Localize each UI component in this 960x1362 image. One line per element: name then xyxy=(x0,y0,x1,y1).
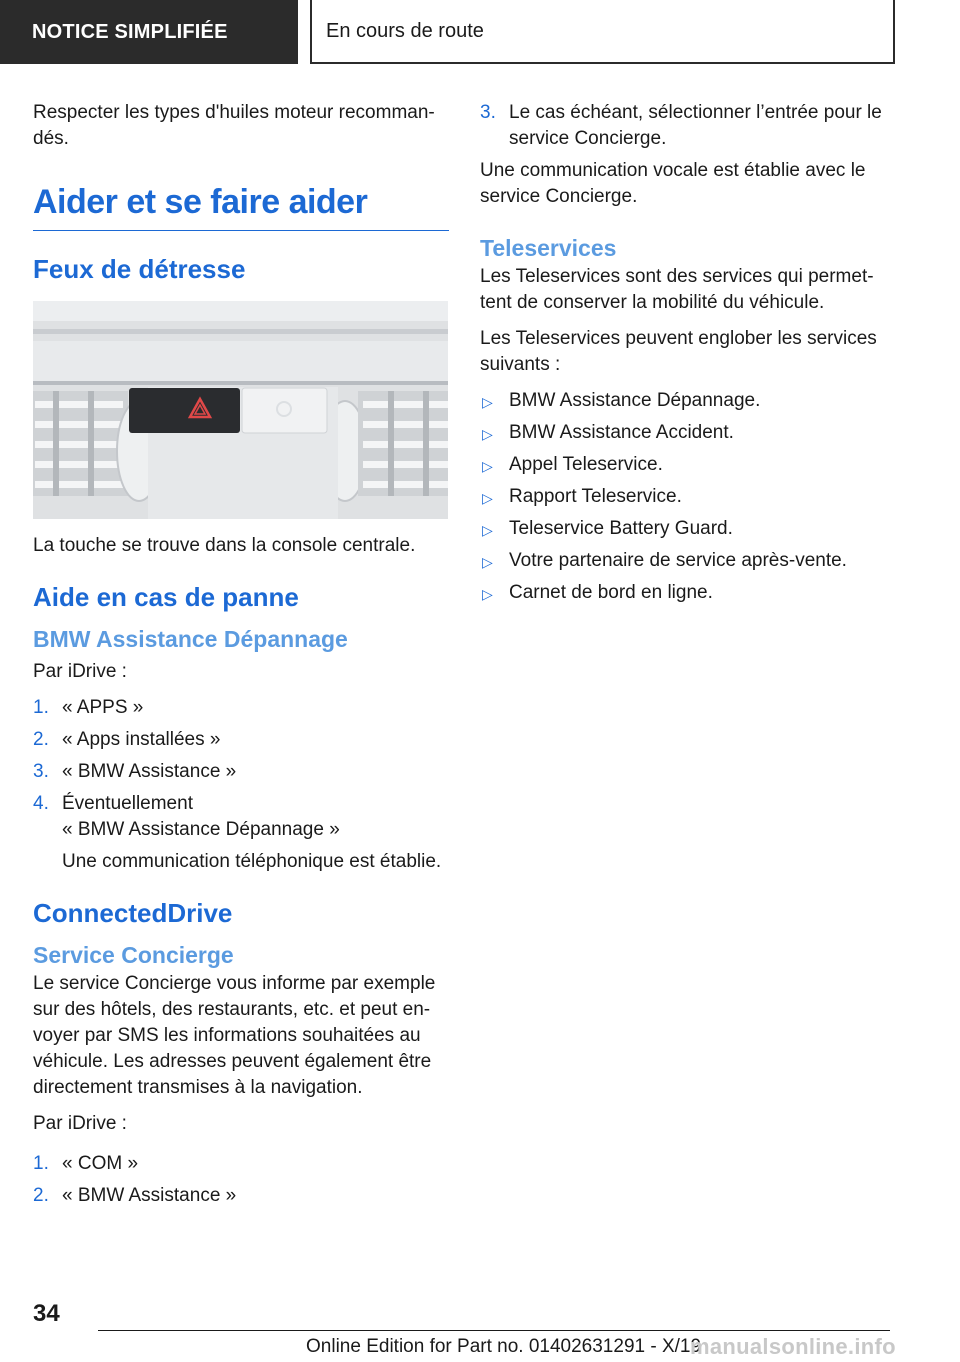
triangle-bullet-icon: ▷ xyxy=(482,394,493,410)
step-number: 3. xyxy=(33,761,49,782)
page-number: 34 xyxy=(33,1300,60,1327)
bullet-text: Carnet de bord en ligne. xyxy=(509,582,713,603)
list-item xyxy=(33,1151,449,1177)
hazard-switch-image xyxy=(33,301,448,519)
breakdown-steps xyxy=(33,695,449,875)
step-subtext: « BMW Assistance Dépannage » xyxy=(62,819,340,840)
list-item xyxy=(480,388,890,414)
triangle-bullet-icon: ▷ xyxy=(482,522,493,538)
breakdown-lead: Par iDrive : xyxy=(33,661,127,682)
console-illustration xyxy=(33,301,448,519)
step-text: « BMW Assistance » xyxy=(62,1185,237,1206)
concierge-subtitle: Service Concierge xyxy=(33,942,234,968)
breakdown-subtitle: BMW Assistance Dépannage xyxy=(33,626,348,652)
page-header xyxy=(0,0,960,66)
breakdown-title: Aide en cas de panne xyxy=(33,582,299,612)
list-item xyxy=(33,727,449,753)
teleservices-scope: Les Teleservices peuvent englober les services suivants : xyxy=(480,328,877,375)
step-number: 2. xyxy=(33,1185,49,1206)
step-number: 1. xyxy=(33,1153,49,1174)
concierge-body: Le service Concierge vous informe par exemple sur des hôtels, des restaurants, etc. et peut en‐ voyer par SMS les informations souhaitées au véhicule. Les adresses peuvent également être directement transmises à la navigation. xyxy=(33,973,436,1098)
step-text: Le cas échéant, sélectionner l’entrée pour le service Concierge. xyxy=(509,102,882,149)
step-text: « APPS » xyxy=(62,697,144,718)
concierge-result: Une communication vocale est établie avec le service Concierge. xyxy=(480,160,866,207)
right-column xyxy=(480,100,890,612)
left-column xyxy=(33,100,449,1215)
triangle-bullet-icon: ▷ xyxy=(482,586,493,602)
list-item xyxy=(33,695,449,721)
chapter-title: Aider et se faire aider xyxy=(33,180,449,231)
teleservices-title: Teleservices xyxy=(480,235,617,261)
step-number: 1. xyxy=(33,697,49,718)
list-item xyxy=(480,484,890,510)
step-text: « BMW Assistance » xyxy=(62,761,237,782)
step-number: 2. xyxy=(33,729,49,750)
teleservices-list xyxy=(480,388,890,606)
triangle-bullet-icon: ▷ xyxy=(482,458,493,474)
concierge-steps xyxy=(33,1151,449,1209)
list-item xyxy=(480,580,890,606)
list-item xyxy=(33,1183,449,1209)
step-result: Une communication téléphonique est établie. xyxy=(62,851,442,872)
bullet-text: Appel Teleservice. xyxy=(509,454,663,475)
chapter-label: En cours de route xyxy=(310,0,895,64)
footer-divider xyxy=(98,1330,890,1331)
hazard-title: Feux de détresse xyxy=(33,254,246,284)
step-text: Éventuellement xyxy=(62,793,193,814)
list-item xyxy=(480,548,890,574)
bullet-text: Votre partenaire de service après-vente. xyxy=(509,550,847,571)
list-item xyxy=(480,516,890,542)
bullet-text: Rapport Teleservice. xyxy=(509,486,682,507)
bullet-text: BMW Assistance Dépannage. xyxy=(509,390,761,411)
step-text: « COM » xyxy=(62,1153,139,1174)
list-item xyxy=(33,759,449,785)
edition-note: Online Edition for Part no. 01402631291 - X/19 xyxy=(306,1336,702,1357)
list-item xyxy=(480,452,890,478)
bullet-text: BMW Assistance Accident. xyxy=(509,422,734,443)
watermark: manualsonline.info xyxy=(690,1334,896,1359)
triangle-bullet-icon: ▷ xyxy=(482,554,493,570)
connected-title: ConnectedDrive xyxy=(33,898,233,928)
triangle-bullet-icon: ▷ xyxy=(482,490,493,506)
intro-text: Respecter les types d'huiles moteur recomman‐ dés. xyxy=(33,102,435,149)
teleservices-intro: Les Teleservices sont des services qui permet‐ tent de conserver la mobilité du véhicule. xyxy=(480,266,874,313)
list-item xyxy=(480,100,890,152)
list-item xyxy=(480,420,890,446)
concierge-steps-continued xyxy=(480,100,890,152)
list-item xyxy=(33,791,449,875)
triangle-bullet-icon: ▷ xyxy=(482,426,493,442)
hazard-caption: La touche se trouve dans la console centrale. xyxy=(33,535,416,556)
step-text: « Apps installées » xyxy=(62,729,221,750)
step-number: 4. xyxy=(33,793,49,814)
bullet-text: Teleservice Battery Guard. xyxy=(509,518,733,539)
step-number: 3. xyxy=(480,102,496,123)
section-label: NOTICE SIMPLIFIÉE xyxy=(0,0,298,64)
concierge-lead: Par iDrive : xyxy=(33,1113,127,1134)
